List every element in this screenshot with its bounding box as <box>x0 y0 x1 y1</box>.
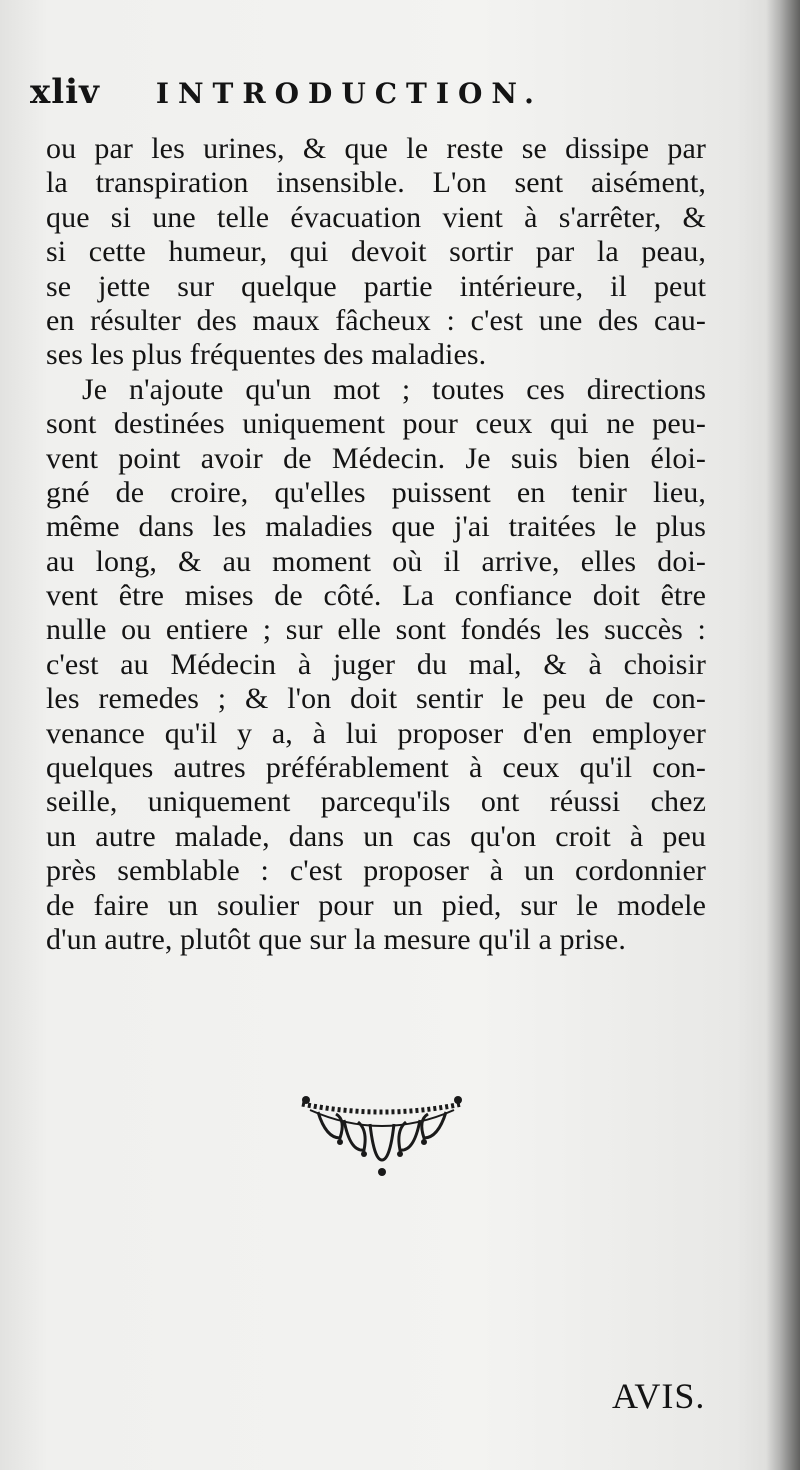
body-text <box>46 132 706 957</box>
text-line: en résulter des maux fâcheux : c'est une des cau- <box>46 303 706 337</box>
paragraph-last-line: ses les plus fréquentes des maladies. <box>46 338 487 372</box>
text-line: d'un autre, plutôt que sur la mesure qu'il a prise. <box>46 922 626 956</box>
fleuron-ornament-icon <box>296 1090 468 1178</box>
text-line: même dans les maladies que j'ai traitées le plus <box>46 510 706 544</box>
text-line: près semblable : c'est proposer à un cordonnier <box>46 854 706 888</box>
text-line: venance qu'il y a, à lui proposer d'en employer <box>46 716 706 750</box>
page-number: xliv <box>30 72 100 112</box>
text-line: la transpiration insensible. L'on sent aisément, <box>46 166 706 200</box>
text-line: vent être mises de côté. La confiance doit être <box>46 579 706 613</box>
text-line: les remedes ; & l'on doit sentir le peu de con- <box>46 682 706 716</box>
text-line: au long, & au moment où il arrive, elles doi- <box>46 544 706 578</box>
running-head: INTRODUCTION. <box>155 77 543 110</box>
text-line: nulle ou entiere ; sur elle sont fondés les succès : <box>46 613 706 647</box>
paragraph-first-line: Je n'ajoute qu'un mot ; toutes ces directions <box>82 372 706 406</box>
text-line: ou par les urines, & que le reste se dissipe par <box>46 132 706 165</box>
text-line: se jette sur quelque partie intérieure, il peut <box>46 269 706 303</box>
text-line: un autre malade, dans un cas qu'on croit à peu <box>46 819 706 853</box>
text-line: quelques autres préférablement à ceux qu'il con- <box>46 751 706 785</box>
catchword: AVIS. <box>612 1376 706 1416</box>
text-line: gné de croire, qu'elles puissent en tenir lieu, <box>46 475 706 509</box>
text-line: seille, uniquement parcequ'ils ont réussi chez <box>46 785 706 819</box>
text-line: de faire un soulier pour un pied, sur le modele <box>46 888 706 922</box>
text-line: vent point avoir de Médecin. Je suis bien éloi- <box>46 441 706 475</box>
page-header <box>30 72 590 112</box>
text-line: que si une telle évacuation vient à s'arrêter, & <box>46 200 706 234</box>
text-line: si cette humeur, qui devoit sortir par la peau, <box>46 235 706 269</box>
text-line: c'est au Médecin à juger du mal, & à choisir <box>46 647 706 681</box>
text-line: sont destinées uniquement pour ceux qui ne peu- <box>46 407 706 441</box>
